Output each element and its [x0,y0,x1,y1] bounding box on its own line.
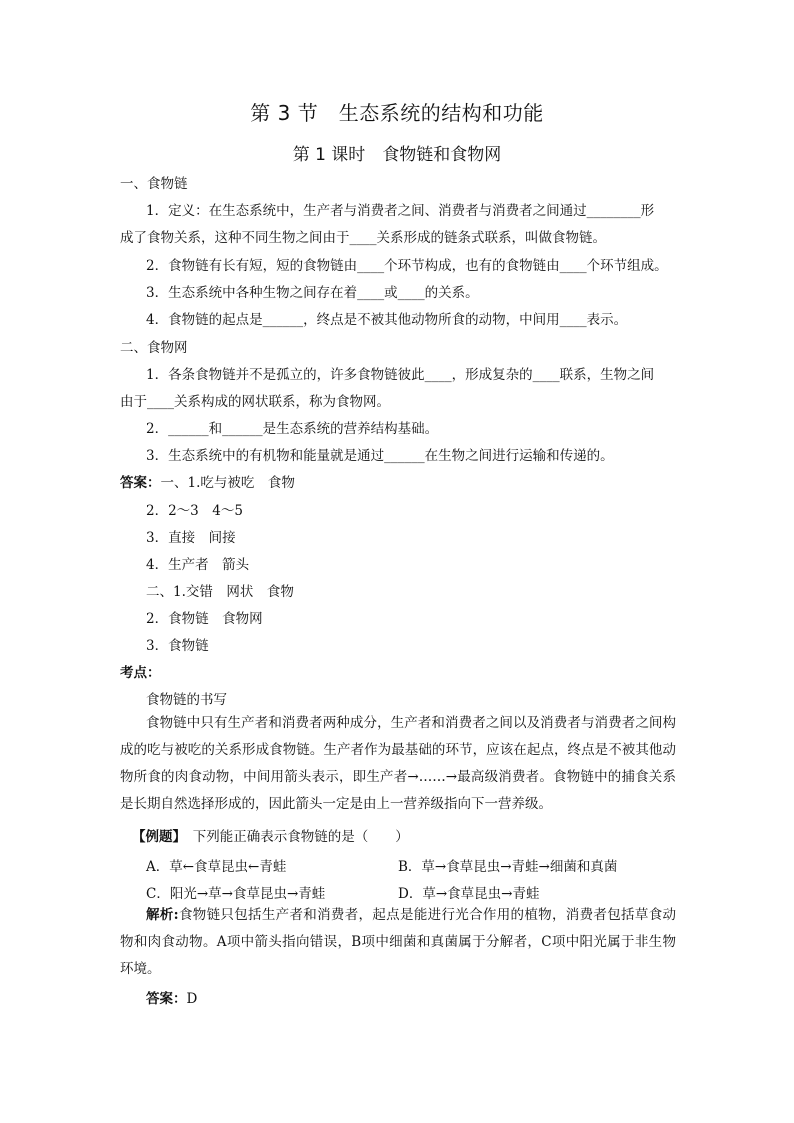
answers-line1 [120,474,680,492]
analysis-text: 食物链只包括生产者和消费者，起点是能进行光合作用的植物，消费者包括草食动物和肉食动物。A项中箭头指向错误，B项中细菌和真菌属于分解者，C项中阳光属于非生物环境。 [120,907,677,977]
kaodian-topic: 食物链的书写 [146,692,227,708]
example-question-line [132,828,692,846]
example-label: 【例题】 [132,829,180,845]
section2-item2: 2．______和______是生态系统的营养结构基础。 [146,421,439,437]
page-subtitle: 第 1 课时 食物链和食物网 [292,145,502,165]
section1-item2: 2．食物链有长有短，短的食物链由____个环节构成，也有的食物链由____个环节组成。 [146,258,668,274]
example-answer [146,990,680,1008]
section2-item1-line1: 1．各条食物链并不是孤立的，许多食物链彼此____，形成复杂的____联系，生物之间 [146,367,655,383]
option-d: D．草→食草昆虫→青蛙 [398,886,540,902]
example-question: 下列能正确表示食物链的是（ ） [192,829,409,845]
section1-item1-line1: 1．定义：在生态系统中，生产者与消费者之间、消费者与消费者之间通过________形 [146,203,655,219]
answers-line2: 2．2～3 4～5 [146,503,243,519]
analysis-label: 解析: [146,907,179,923]
page-title: 第 3 节 生态系统的结构和功能 [250,101,544,125]
example-answer-value: D [186,991,198,1007]
option-a: A．草←食草昆虫←青蛙 [146,859,287,875]
section1-heading: 一、食物链 [120,176,188,192]
answers-label: 答案： [120,475,161,491]
section1-item4: 4．食物链的起点是______，终点是不被其他动物所食的动物，中间用____表示。 [146,312,628,328]
section2-item3: 3．生态系统中的有机物和能量就是通过______在生物之间进行运输和传递的。 [146,448,614,464]
section2-heading: 二、食物网 [120,340,188,356]
answers-line5: 二、1.交错 网状 食物 [146,584,294,600]
answers-text-1: 一、1.吃与被吃 食物 [160,475,295,491]
kaodian-paragraph: 食物链中只有生产者和消费者两种成分，生产者和消费者之间以及消费者与消费者之间构成的吃与被吃的关系形成食物链。生产者作为最基础的环节，应该在起点，终点是不被其他动物所食的肉食动物，中间用箭头表示，即生产者→……→最高级消费者。食物链中的捕食关系是长期自然选择形成的，因此箭头一定是由上一营养级指向下一营养级。 [120,715,676,812]
answers-line4: 4．生产者 箭头 [146,557,250,573]
option-c: C．阳光→草→食草昆虫→青蛙 [146,886,326,902]
option-b: B．草→食草昆虫→青蛙→细菌和真菌 [398,859,618,875]
example-answer-label: 答案： [146,991,187,1007]
answers-line3: 3．直接 间接 [146,530,236,546]
kaodian-label: 考点： [120,665,161,681]
example-analysis [120,902,676,983]
section1-item1-line2: 成了食物关系，这种不同生物之间由于____关系形成的链条式联系，叫做食物链。 [120,230,606,246]
section1-item3: 3．生态系统中各种生物之间存在着____或____的关系。 [146,285,479,301]
answers-line7: 3．食物链 [146,638,209,654]
answers-line6: 2．食物链 食物网 [146,611,263,627]
section2-item1-line2: 由于____关系构成的网状联系，称为食物网。 [120,394,390,410]
